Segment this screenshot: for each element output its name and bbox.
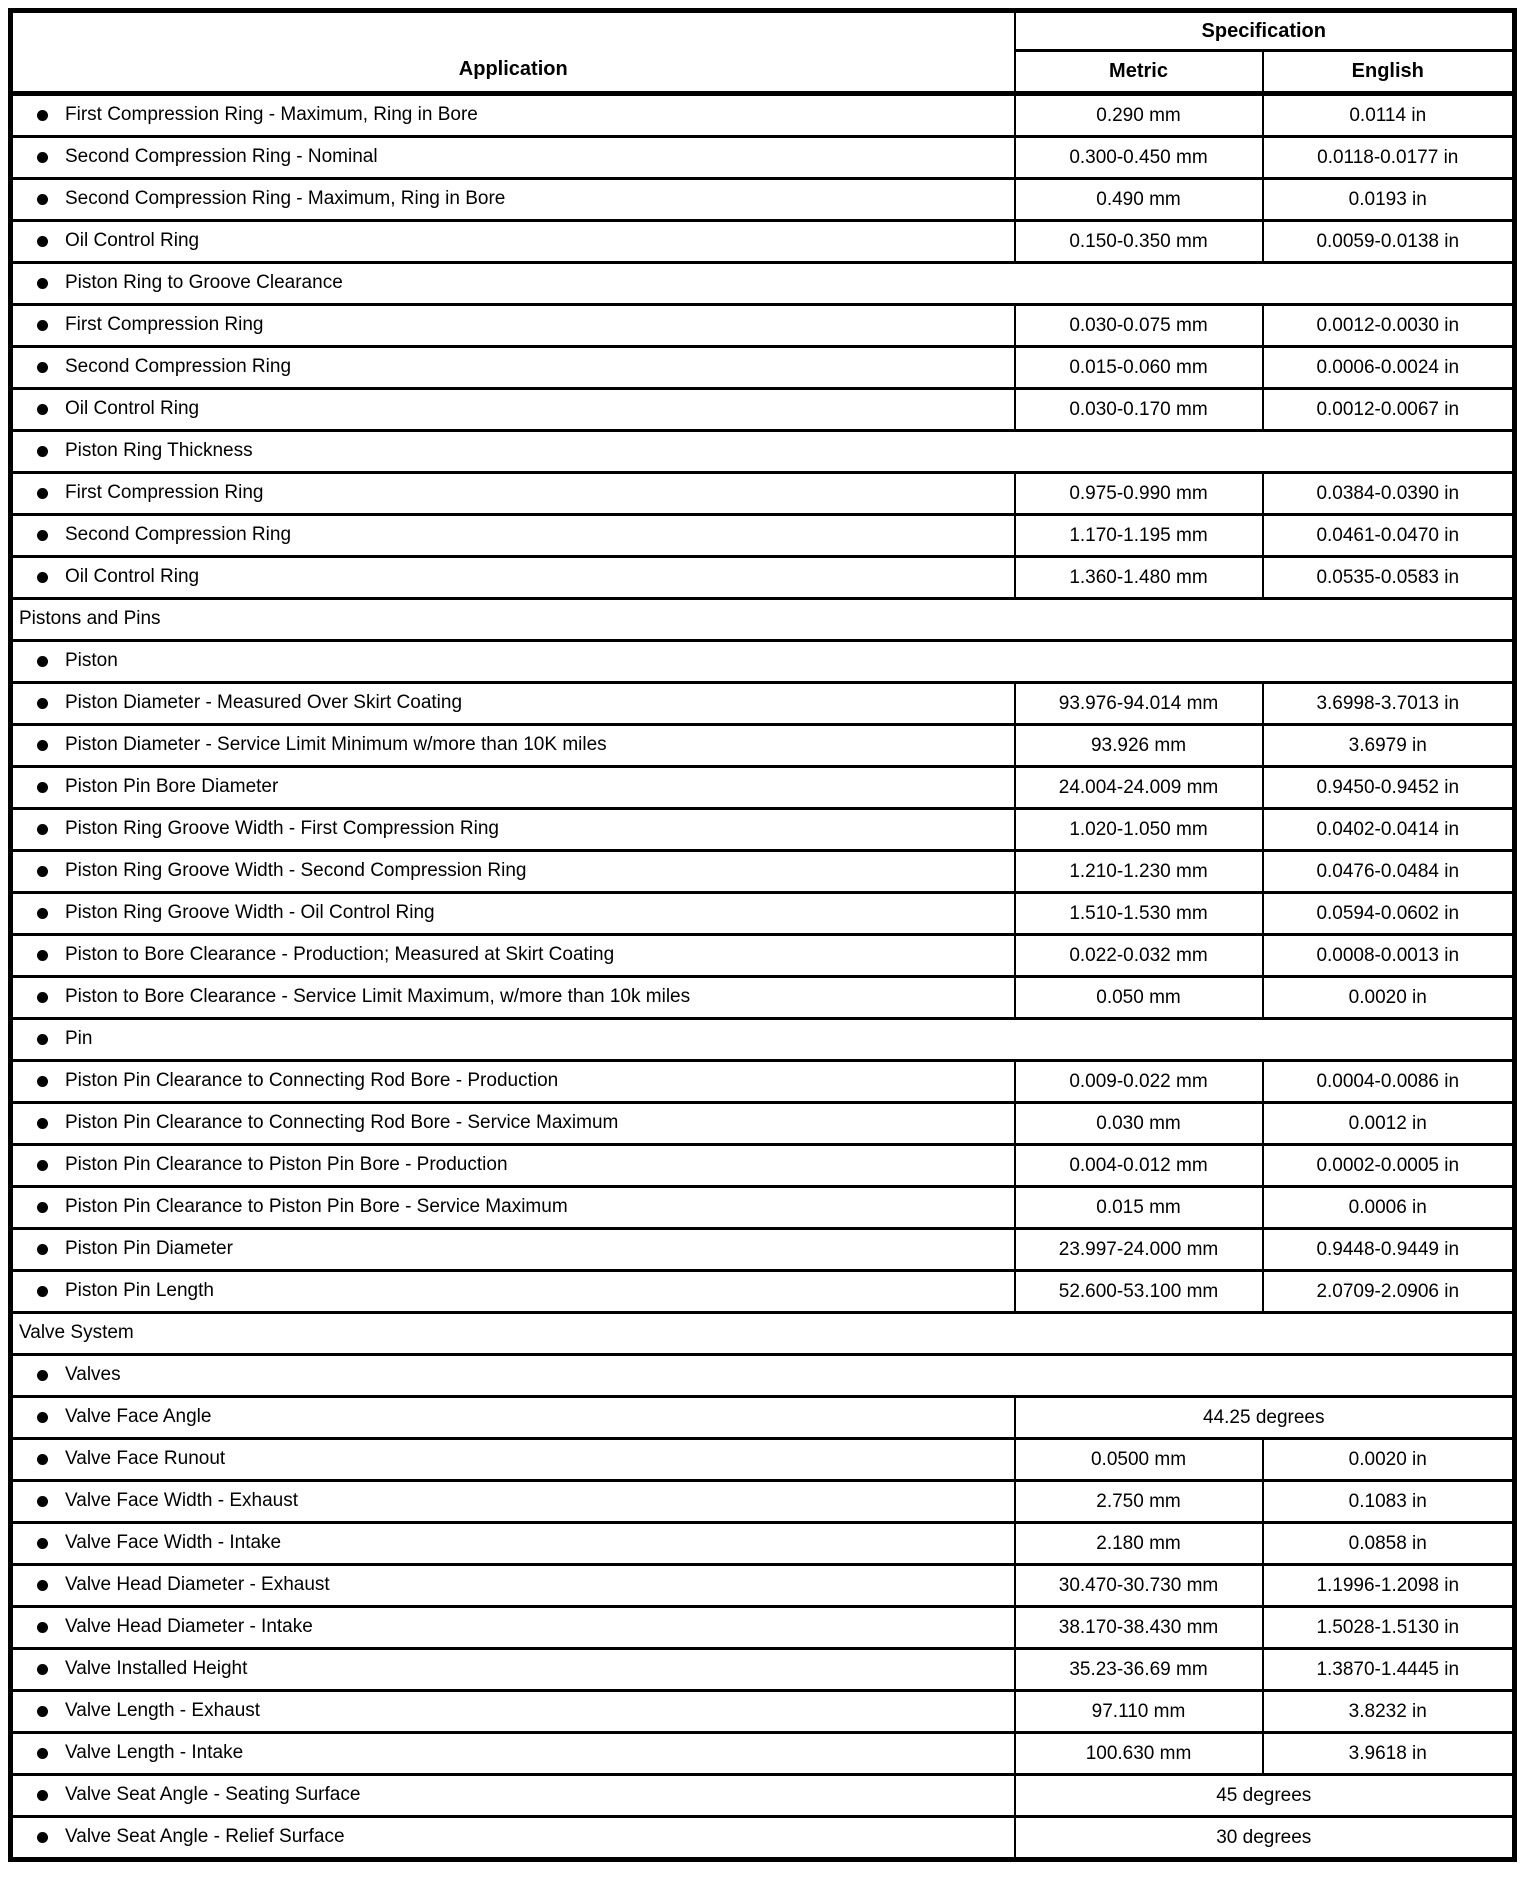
- english-cell: 0.0384-0.0390 in: [1263, 473, 1515, 515]
- section-label: Valve System: [19, 1322, 134, 1344]
- group-cell: [11, 641, 1515, 683]
- application-label: Oil Control Ring: [65, 398, 200, 420]
- application-label: Valve Seat Angle - Relief Surface: [65, 1826, 345, 1848]
- english-cell: 0.0006-0.0024 in: [1263, 347, 1515, 389]
- application-cell: [11, 1649, 1015, 1691]
- application-cell: [11, 1523, 1015, 1565]
- bullet-icon: [37, 530, 48, 541]
- english-cell: 0.0020 in: [1263, 1439, 1515, 1481]
- metric-cell: 0.015-0.060 mm: [1015, 347, 1263, 389]
- metric-cell: 2.180 mm: [1015, 1523, 1263, 1565]
- english-cell: 0.0193 in: [1263, 179, 1515, 221]
- english-cell: 2.0709-2.0906 in: [1263, 1271, 1515, 1313]
- metric-cell: 0.015 mm: [1015, 1187, 1263, 1229]
- bullet-icon: [37, 1580, 48, 1591]
- application-cell: [11, 851, 1015, 893]
- metric-cell: 52.600-53.100 mm: [1015, 1271, 1263, 1313]
- bullet-icon: [37, 1118, 48, 1129]
- english-cell: 0.0012-0.0067 in: [1263, 389, 1515, 431]
- bullet-icon: [37, 1244, 48, 1255]
- bullet-icon: [37, 1454, 48, 1465]
- table-row: [11, 179, 1515, 221]
- metric-cell: 0.300-0.450 mm: [1015, 137, 1263, 179]
- table-row: [11, 1817, 1515, 1860]
- table-row: [11, 1061, 1515, 1103]
- application-label: Piston Ring Groove Width - Oil Control Ring: [65, 902, 435, 924]
- english-cell: 0.0008-0.0013 in: [1263, 935, 1515, 977]
- application-cell: [11, 935, 1015, 977]
- application-cell: [11, 1691, 1015, 1733]
- application-label: Oil Control Ring: [65, 566, 200, 588]
- bullet-icon: [37, 152, 48, 163]
- table-row: [11, 641, 1515, 683]
- table-row: [11, 851, 1515, 893]
- application-label: Piston Pin Clearance to Piston Pin Bore - Production: [65, 1154, 508, 1176]
- application-cell: [11, 473, 1015, 515]
- application-cell: [11, 94, 1015, 137]
- metric-cell: 23.997-24.000 mm: [1015, 1229, 1263, 1271]
- english-cell: 0.1083 in: [1263, 1481, 1515, 1523]
- application-label: Valve Length - Exhaust: [65, 1700, 261, 1722]
- bullet-icon: [37, 1832, 48, 1843]
- bullet-icon: [37, 1538, 48, 1549]
- bullet-icon: [37, 992, 48, 1003]
- application-cell: [11, 725, 1015, 767]
- application-cell: [11, 557, 1015, 599]
- spec-value-cell: 30 degrees: [1015, 1817, 1515, 1860]
- bullet-icon: [37, 1202, 48, 1213]
- bullet-icon: [37, 1622, 48, 1633]
- application-label: Piston Pin Clearance to Connecting Rod Bore - Production: [65, 1070, 559, 1092]
- bullet-icon: [37, 1664, 48, 1675]
- application-cell: [11, 1145, 1015, 1187]
- metric-cell: 0.290 mm: [1015, 94, 1263, 137]
- application-cell: [11, 1439, 1015, 1481]
- application-label: Piston to Bore Clearance - Production; Measured at Skirt Coating: [65, 944, 615, 966]
- application-label: Piston Pin Length: [65, 1280, 214, 1302]
- table-row: [11, 1271, 1515, 1313]
- metric-cell: 100.630 mm: [1015, 1733, 1263, 1775]
- table-row: [11, 473, 1515, 515]
- metric-cell: 0.030 mm: [1015, 1103, 1263, 1145]
- table-header: [11, 11, 1515, 94]
- application-label: Piston Diameter - Measured Over Skirt Coating: [65, 692, 463, 714]
- spec-value-cell: 44.25 degrees: [1015, 1397, 1515, 1439]
- bullet-icon: [37, 1748, 48, 1759]
- english-cell: 0.0020 in: [1263, 977, 1515, 1019]
- english-cell: 0.0535-0.0583 in: [1263, 557, 1515, 599]
- bullet-icon: [37, 782, 48, 793]
- english-cell: 3.8232 in: [1263, 1691, 1515, 1733]
- metric-cell: 97.110 mm: [1015, 1691, 1263, 1733]
- bullet-icon: [37, 278, 48, 289]
- group-label: Valves: [65, 1364, 121, 1386]
- bullet-icon: [37, 1034, 48, 1045]
- application-label: Valve Head Diameter - Intake: [65, 1616, 313, 1638]
- application-cell: [11, 389, 1015, 431]
- bullet-icon: [37, 404, 48, 415]
- table-row: [11, 935, 1515, 977]
- table-row: [11, 725, 1515, 767]
- table-row: [11, 305, 1515, 347]
- table-row: [11, 1397, 1515, 1439]
- application-cell: [11, 1103, 1015, 1145]
- table-row: [11, 683, 1515, 725]
- table-row: [11, 767, 1515, 809]
- application-label: Piston Ring Groove Width - Second Compression Ring: [65, 860, 527, 882]
- metric-cell: 0.975-0.990 mm: [1015, 473, 1263, 515]
- metric-header: Metric: [1015, 51, 1263, 94]
- bullet-icon: [37, 1076, 48, 1087]
- application-cell: [11, 1481, 1015, 1523]
- english-cell: 0.0006 in: [1263, 1187, 1515, 1229]
- english-cell: 1.5028-1.5130 in: [1263, 1607, 1515, 1649]
- table-row: [11, 557, 1515, 599]
- table-row: [11, 1691, 1515, 1733]
- metric-cell: 0.022-0.032 mm: [1015, 935, 1263, 977]
- metric-cell: 24.004-24.009 mm: [1015, 767, 1263, 809]
- metric-cell: 0.490 mm: [1015, 179, 1263, 221]
- table-row: [11, 1439, 1515, 1481]
- bullet-icon: [37, 1412, 48, 1423]
- table-row: [11, 599, 1515, 641]
- bullet-icon: [37, 1706, 48, 1717]
- english-cell: 0.0012 in: [1263, 1103, 1515, 1145]
- section-label: Pistons and Pins: [19, 608, 161, 630]
- group-label: Pin: [65, 1028, 93, 1050]
- group-cell: [11, 1019, 1515, 1061]
- english-cell: 3.6998-3.7013 in: [1263, 683, 1515, 725]
- english-cell: 0.0594-0.0602 in: [1263, 893, 1515, 935]
- application-label: Valve Face Width - Intake: [65, 1532, 282, 1554]
- table-row: [11, 1733, 1515, 1775]
- application-cell: [11, 1271, 1015, 1313]
- application-label: First Compression Ring - Maximum, Ring in Bore: [65, 104, 478, 126]
- section-cell: [11, 1313, 1515, 1355]
- application-cell: [11, 1061, 1015, 1103]
- metric-cell: 93.926 mm: [1015, 725, 1263, 767]
- english-cell: 0.0002-0.0005 in: [1263, 1145, 1515, 1187]
- application-label: Piston Pin Bore Diameter: [65, 776, 279, 798]
- application-cell: [11, 893, 1015, 935]
- bullet-icon: [37, 572, 48, 583]
- spec-table: [8, 8, 1517, 1862]
- english-cell: 1.3870-1.4445 in: [1263, 1649, 1515, 1691]
- metric-cell: 0.050 mm: [1015, 977, 1263, 1019]
- application-label: First Compression Ring: [65, 314, 264, 336]
- application-cell: [11, 977, 1015, 1019]
- application-cell: [11, 1565, 1015, 1607]
- application-cell: [11, 515, 1015, 557]
- bullet-icon: [37, 362, 48, 373]
- english-cell: 0.9448-0.9449 in: [1263, 1229, 1515, 1271]
- metric-cell: 1.360-1.480 mm: [1015, 557, 1263, 599]
- english-cell: 3.6979 in: [1263, 725, 1515, 767]
- application-cell: [11, 1607, 1015, 1649]
- table-row: [11, 1103, 1515, 1145]
- application-cell: [11, 1187, 1015, 1229]
- bullet-icon: [37, 908, 48, 919]
- application-label: Valve Length - Intake: [65, 1742, 244, 1764]
- application-label: Second Compression Ring: [65, 356, 292, 378]
- table-row: [11, 1775, 1515, 1817]
- english-cell: 0.0476-0.0484 in: [1263, 851, 1515, 893]
- bullet-icon: [37, 950, 48, 961]
- bullet-icon: [37, 446, 48, 457]
- application-label: Piston Ring Groove Width - First Compression Ring: [65, 818, 499, 840]
- table-row: [11, 431, 1515, 473]
- table-row: [11, 1649, 1515, 1691]
- application-label: Piston Pin Clearance to Connecting Rod Bore - Service Maximum: [65, 1112, 619, 1134]
- application-cell: [11, 347, 1015, 389]
- english-header: English: [1263, 51, 1515, 94]
- bullet-icon: [37, 488, 48, 499]
- application-label: Piston to Bore Clearance - Service Limit Maximum, w/more than 10k miles: [65, 986, 691, 1008]
- english-cell: 3.9618 in: [1263, 1733, 1515, 1775]
- specification-header: Specification: [1015, 11, 1515, 51]
- application-cell: [11, 305, 1015, 347]
- bullet-icon: [37, 1160, 48, 1171]
- metric-cell: 0.009-0.022 mm: [1015, 1061, 1263, 1103]
- bullet-icon: [37, 1790, 48, 1801]
- application-label: First Compression Ring: [65, 482, 264, 504]
- bullet-icon: [37, 236, 48, 247]
- application-label: Oil Control Ring: [65, 230, 200, 252]
- application-label: Valve Face Width - Exhaust: [65, 1490, 299, 1512]
- application-label: Valve Head Diameter - Exhaust: [65, 1574, 330, 1596]
- bullet-icon: [37, 1370, 48, 1381]
- metric-cell: 0.0500 mm: [1015, 1439, 1263, 1481]
- table-row: [11, 809, 1515, 851]
- application-cell: [11, 1229, 1015, 1271]
- english-cell: 0.0004-0.0086 in: [1263, 1061, 1515, 1103]
- table-row: [11, 1313, 1515, 1355]
- application-cell: [11, 1775, 1015, 1817]
- table-row: [11, 1523, 1515, 1565]
- spec-value-cell: 45 degrees: [1015, 1775, 1515, 1817]
- table-row: [11, 1145, 1515, 1187]
- english-cell: 0.0114 in: [1263, 94, 1515, 137]
- bullet-icon: [37, 824, 48, 835]
- metric-cell: 1.020-1.050 mm: [1015, 809, 1263, 851]
- application-label: Second Compression Ring - Nominal: [65, 146, 378, 168]
- application-label: Valve Face Runout: [65, 1448, 226, 1470]
- header-row-specification: [11, 11, 1515, 51]
- application-label: Second Compression Ring - Maximum, Ring in Bore: [65, 188, 506, 210]
- application-cell: [11, 809, 1015, 851]
- metric-cell: 0.004-0.012 mm: [1015, 1145, 1263, 1187]
- bullet-icon: [37, 1496, 48, 1507]
- metric-cell: 0.030-0.170 mm: [1015, 389, 1263, 431]
- application-label: Piston Diameter - Service Limit Minimum w/more than 10K miles: [65, 734, 607, 756]
- bullet-icon: [37, 194, 48, 205]
- application-cell: [11, 683, 1015, 725]
- application-cell: [11, 1397, 1015, 1439]
- application-cell: [11, 221, 1015, 263]
- group-cell: [11, 431, 1515, 473]
- english-cell: 0.0012-0.0030 in: [1263, 305, 1515, 347]
- english-cell: 0.9450-0.9452 in: [1263, 767, 1515, 809]
- metric-cell: 38.170-38.430 mm: [1015, 1607, 1263, 1649]
- application-header: Application: [11, 11, 1015, 94]
- english-cell: 0.0059-0.0138 in: [1263, 221, 1515, 263]
- bullet-icon: [37, 866, 48, 877]
- metric-cell: 93.976-94.014 mm: [1015, 683, 1263, 725]
- metric-cell: 35.23-36.69 mm: [1015, 1649, 1263, 1691]
- application-cell: [11, 179, 1015, 221]
- bullet-icon: [37, 1286, 48, 1297]
- application-label: Piston Pin Clearance to Piston Pin Bore - Service Maximum: [65, 1196, 568, 1218]
- group-cell: [11, 263, 1515, 305]
- bullet-icon: [37, 110, 48, 121]
- table-row: [11, 515, 1515, 557]
- application-label: Valve Seat Angle - Seating Surface: [65, 1784, 361, 1806]
- table-row: [11, 1019, 1515, 1061]
- application-label: Piston Pin Diameter: [65, 1238, 233, 1260]
- table-row: [11, 1481, 1515, 1523]
- english-cell: 0.0118-0.0177 in: [1263, 137, 1515, 179]
- metric-cell: 1.510-1.530 mm: [1015, 893, 1263, 935]
- english-cell: 0.0858 in: [1263, 1523, 1515, 1565]
- application-label: Second Compression Ring: [65, 524, 292, 546]
- bullet-icon: [37, 656, 48, 667]
- bullet-icon: [37, 698, 48, 709]
- application-cell: [11, 1733, 1015, 1775]
- application-cell: [11, 767, 1015, 809]
- metric-cell: 30.470-30.730 mm: [1015, 1565, 1263, 1607]
- metric-cell: 0.030-0.075 mm: [1015, 305, 1263, 347]
- table-row: [11, 221, 1515, 263]
- english-cell: 1.1996-1.2098 in: [1263, 1565, 1515, 1607]
- table-row: [11, 1229, 1515, 1271]
- section-cell: [11, 599, 1515, 641]
- bullet-icon: [37, 320, 48, 331]
- table-row: [11, 977, 1515, 1019]
- table-row: [11, 389, 1515, 431]
- application-cell: [11, 1817, 1015, 1860]
- metric-cell: 0.150-0.350 mm: [1015, 221, 1263, 263]
- group-cell: [11, 1355, 1515, 1397]
- metric-cell: 1.210-1.230 mm: [1015, 851, 1263, 893]
- table-row: [11, 137, 1515, 179]
- group-label: Piston Ring Thickness: [65, 440, 253, 462]
- table-row: [11, 347, 1515, 389]
- table-row: [11, 1607, 1515, 1649]
- table-row: [11, 1355, 1515, 1397]
- group-label: Piston Ring to Groove Clearance: [65, 272, 343, 294]
- table-row: [11, 1565, 1515, 1607]
- application-label: Valve Installed Height: [65, 1658, 248, 1680]
- application-label: Valve Face Angle: [65, 1406, 212, 1428]
- table-body: [11, 94, 1515, 1860]
- bullet-icon: [37, 740, 48, 751]
- english-cell: 0.0402-0.0414 in: [1263, 809, 1515, 851]
- table-row: [11, 94, 1515, 137]
- application-cell: [11, 137, 1015, 179]
- metric-cell: 1.170-1.195 mm: [1015, 515, 1263, 557]
- table-row: [11, 263, 1515, 305]
- table-row: [11, 893, 1515, 935]
- group-label: Piston: [65, 650, 118, 672]
- english-cell: 0.0461-0.0470 in: [1263, 515, 1515, 557]
- metric-cell: 2.750 mm: [1015, 1481, 1263, 1523]
- table-row: [11, 1187, 1515, 1229]
